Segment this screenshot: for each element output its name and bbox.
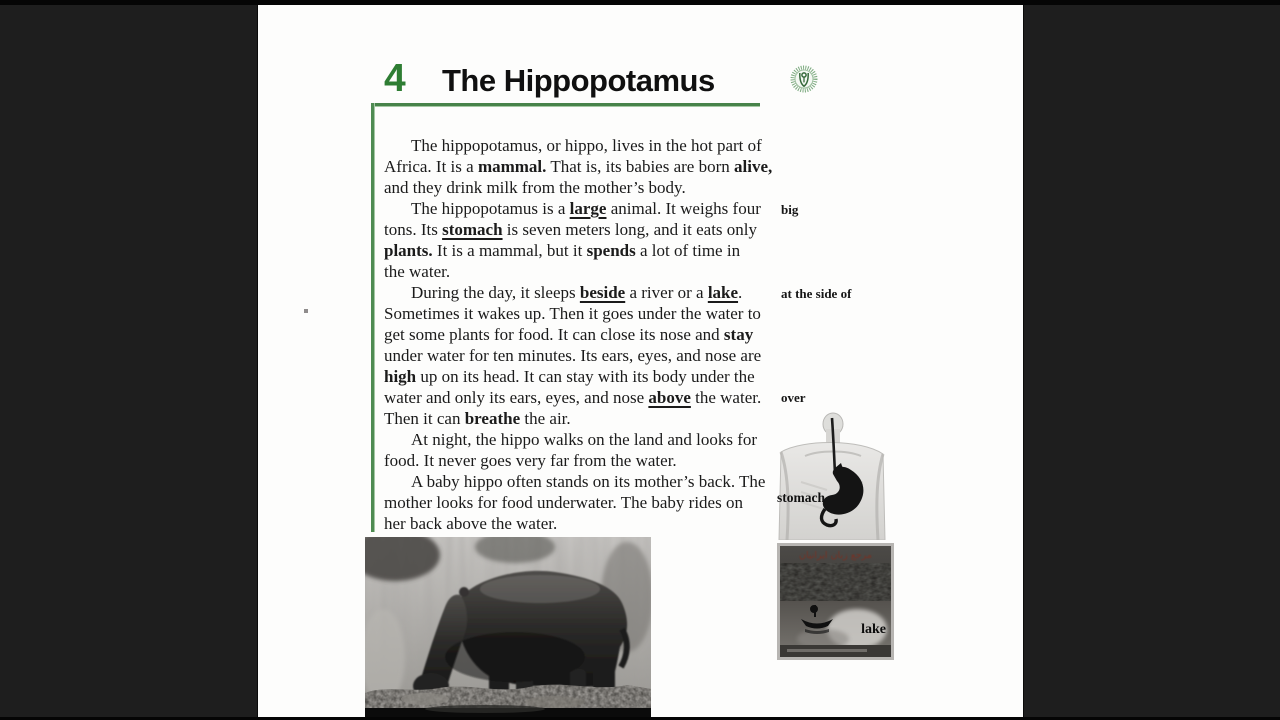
margin-note-over: over xyxy=(781,390,806,405)
article-line: The hippopotamus is a large animal. It weighs four xyxy=(411,199,761,218)
human-torso-stomach-icon xyxy=(775,412,889,540)
article-line: tons. Its stomach is seven meters long, and it eats only xyxy=(384,220,758,239)
article-line: and they drink milk from the mother’s body. xyxy=(384,178,686,197)
lake-watermark-text: مرجع زبان ایرانیان xyxy=(799,550,872,561)
article-line: Then it can breathe the air. xyxy=(384,409,571,428)
stomach-figure xyxy=(775,412,889,540)
article-line: the water. xyxy=(384,262,451,281)
scan-speck xyxy=(304,309,308,313)
page-title: The Hippopotamus xyxy=(442,63,715,98)
article-line: food. It never goes very far from the water. xyxy=(384,451,677,470)
article-line: At night, the hippo walks on the land and looks for xyxy=(411,430,758,449)
hippo-photo xyxy=(365,537,651,717)
margin-note-at-the-side-of: at the side of xyxy=(781,286,852,301)
article-body xyxy=(384,135,776,534)
article-line: During the day, it sleeps beside a river or a lake. xyxy=(411,283,743,302)
article-line: The hippopotamus, or hippo, lives in the hot part of xyxy=(411,136,762,155)
article-line: get some plants for food. It can close its nose and stay xyxy=(384,325,754,344)
lake-figure-label: lake xyxy=(861,622,886,637)
article-line: water and only its ears, eyes, and nose above the water. xyxy=(384,388,762,407)
hippopotamus-photo-icon xyxy=(365,537,651,717)
text-left-rule xyxy=(371,103,375,532)
article-line: Africa. It is a mammal. That is, its babies are born alive, xyxy=(384,157,773,176)
article-line: her back above the water. xyxy=(384,514,558,533)
lake-figure xyxy=(777,543,894,660)
margin-note-big: big xyxy=(781,202,799,217)
article-line: A baby hippo often stands on its mother’s back. The xyxy=(411,472,766,491)
lesson-number: 4 xyxy=(384,57,406,100)
article-line: plants. It is a mammal, but it spends a lot of time in xyxy=(384,241,741,260)
title-underline xyxy=(371,103,760,107)
article-line: mother looks for food underwater. The baby rides on xyxy=(384,493,743,512)
article-line: high up on its head. It can stay with its body under the xyxy=(384,367,755,386)
lesson-emblem-icon xyxy=(789,63,819,95)
stomach-figure-label: stomach xyxy=(777,490,825,505)
article-line: under water for ten minutes. Its ears, eyes, and nose are xyxy=(384,346,762,365)
article-line: Sometimes it wakes up. Then it goes under the water to xyxy=(384,304,761,323)
scanned-page xyxy=(258,5,1023,717)
